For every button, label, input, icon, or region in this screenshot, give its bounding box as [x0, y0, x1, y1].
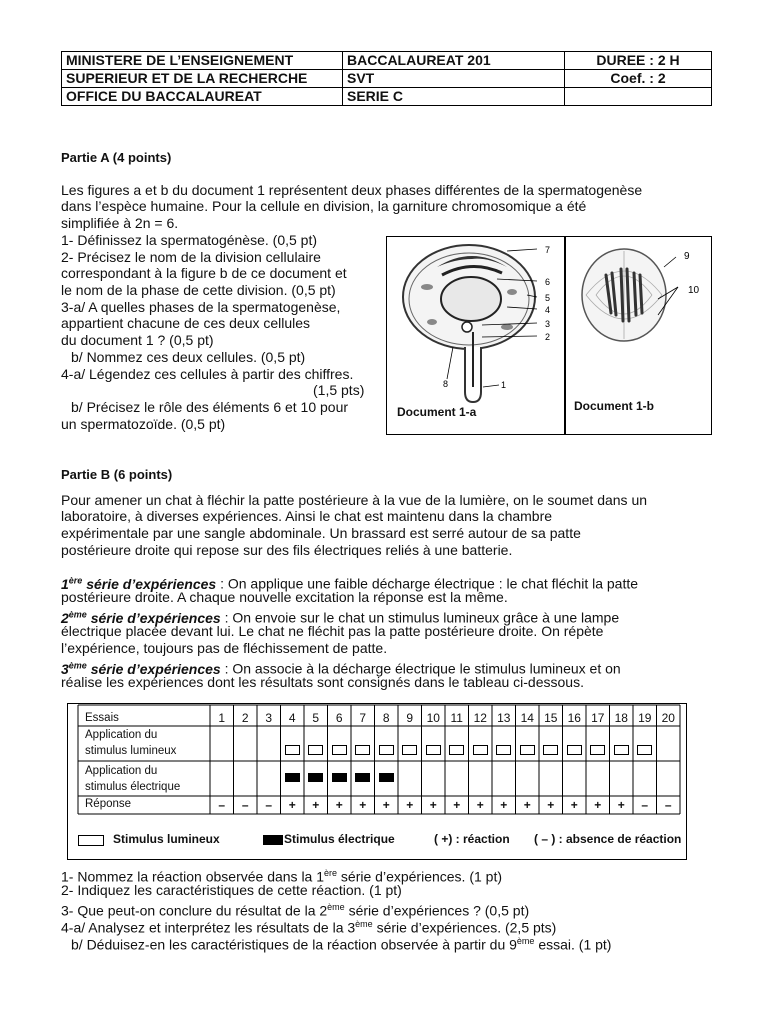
legend-lumineux: Stimulus lumineux — [113, 832, 220, 846]
trial-response: – — [218, 798, 226, 812]
partie-a-q4d: un spermatozoïde. (0,5 pt) — [61, 416, 226, 432]
trial-number: 14 — [520, 711, 534, 725]
header-ministry-1: MINISTERE DE L’ENSEIGNEMENT — [62, 52, 343, 70]
fig-b-label-9: 9 — [684, 251, 690, 262]
stimulus-lumineux-mark — [379, 745, 394, 755]
serie-3-sup: ème — [68, 660, 87, 670]
fig-a-label-2: 2 — [545, 332, 551, 342]
header-duration: DUREE : 2 H — [565, 52, 712, 70]
serie-1-text-2: postérieure droite. A chaque nouvelle excitation la réponse est la même. — [61, 589, 508, 605]
stimulus-lumineux-mark — [449, 745, 464, 755]
fig-a-label-5: 5 — [545, 293, 551, 303]
partie-a-q3b: appartient chacune de ces deux cellules — [61, 315, 311, 331]
question-4a-sup: ème — [355, 919, 373, 929]
results-table — [67, 703, 687, 860]
serie-2-sup: ème — [68, 609, 87, 619]
fig-a-label-4: 4 — [545, 305, 551, 315]
legend-plus: ( +) : réaction — [434, 832, 510, 846]
header-serie: SERIE C — [343, 88, 565, 106]
stimulus-lumineux-mark — [614, 745, 629, 755]
partie-a-q3d: b/ Nommez ces deux cellules. (0,5 pt) — [71, 349, 306, 365]
fig-a-label-3: 3 — [545, 319, 551, 329]
question-4b-b: essai. (1 pt) — [534, 936, 612, 953]
partie-a-q2c: le nom de la phase de cette division. (0,5 pt) — [61, 282, 336, 298]
legend-minus: ( – ) : absence de réaction — [534, 832, 682, 846]
trial-number: 2 — [241, 711, 249, 725]
stimulus-lumineux-mark — [473, 745, 488, 755]
trial-number: 6 — [335, 711, 343, 725]
question-3-a: 3- Que peut-on conclure du résultat de la 2 — [61, 902, 328, 919]
trial-number: 10 — [426, 711, 440, 725]
header-subject: SVT — [343, 70, 565, 88]
trial-response: + — [312, 798, 320, 812]
trial-number: 12 — [473, 711, 487, 725]
trial-response: + — [453, 798, 461, 812]
trial-number: 11 — [450, 711, 463, 725]
partie-b-p2: laboratoire, à diverses expériences. Ainsi le chat est maintenu dans la chambre — [61, 508, 553, 524]
fig-a-label-1: 1 — [501, 380, 507, 390]
question-4b-a: b/ Déduisez-en les caractéristiques de la réaction observée à partir du 9 — [71, 936, 517, 953]
trial-number: 3 — [265, 711, 273, 725]
partie-a-q4a: 4-a/ Légendez ces cellules à partir des chiffres. — [61, 366, 354, 382]
stimulus-lumineux-mark — [637, 745, 652, 755]
document-1b-label: Document 1-b — [574, 399, 655, 413]
serie-1-sup: ère — [68, 575, 83, 585]
row-label-essais: Essais — [85, 712, 119, 724]
partie-a-q2a: 2- Précisez le nom de la division cellulaire — [61, 249, 321, 265]
partie-a-intro-2: dans l’espèce humaine. Pour la cellule en division, la garniture chromosomique a été — [61, 198, 587, 214]
stimulus-lumineux-mark — [567, 745, 582, 755]
row-label-lumineux-2: stimulus lumineux — [85, 745, 177, 757]
serie-2-text: : On envoie sur le chat un stimulus lumineux grâce à une lampe — [220, 609, 620, 626]
trial-response: + — [359, 798, 367, 812]
trial-number: 19 — [638, 711, 652, 725]
stimulus-lumineux-mark — [332, 745, 347, 755]
partie-a-q1: 1- Définissez la spermatogénèse. (0,5 pt) — [61, 232, 318, 248]
serie-2-text-2: électrique placée devant lui. Le chat ne fléchit pas la patte postérieure droite. On répète — [61, 623, 604, 639]
legend-electrique: Stimulus électrique — [284, 832, 395, 846]
trial-number: 18 — [614, 711, 628, 725]
question-1-a: 1- Nommez la réaction observée dans la 1 — [61, 868, 325, 885]
question-3-b: série d’expériences ? (0,5 pt) — [344, 902, 530, 919]
stimulus-lumineux-mark — [285, 745, 300, 755]
fig-a-label-7: 7 — [545, 245, 551, 255]
document-1a-label: Document 1-a — [397, 405, 477, 419]
trial-response: + — [335, 798, 343, 812]
stimulus-lumineux-mark — [308, 745, 323, 755]
stimulus-lumineux-mark — [426, 745, 441, 755]
trial-response: – — [641, 798, 649, 812]
partie-b-title: Partie B (6 points) — [61, 467, 173, 482]
trial-number: 8 — [382, 711, 390, 725]
trial-response: + — [288, 798, 296, 812]
trial-response: + — [570, 798, 578, 812]
serie-1-num: 1 — [61, 575, 69, 592]
partie-a-intro-3: simplifiée à 2n = 6. — [61, 215, 179, 231]
trial-number: 7 — [359, 711, 367, 725]
serie-2-text-3: l’expérience, toujours pas de fléchissement de patte. — [61, 640, 388, 656]
partie-b-p3: expérimentale par une sangle abdominale. Un brassard est serré autour de sa patte — [61, 525, 581, 541]
question-4a-b: série d’expériences. (2,5 pts) — [372, 919, 557, 936]
stimulus-electrique-mark — [379, 773, 394, 782]
serie-2-title: série d’expériences — [86, 609, 221, 626]
partie-a-q4b: (1,5 pts) — [313, 382, 365, 398]
serie-3-title: série d’expériences — [86, 660, 221, 677]
stimulus-electrique-mark — [285, 773, 300, 782]
trial-number: 4 — [288, 711, 296, 725]
trial-response: + — [500, 798, 508, 812]
serie-2-num: 2 — [61, 609, 69, 626]
stimulus-lumineux-mark — [355, 745, 370, 755]
partie-a-intro-1: Les figures a et b du document 1 représentent deux phases différentes de la spermatogenèse — [61, 182, 643, 198]
question-4b-sup: ème — [516, 936, 535, 946]
partie-a-q3a: 3-a/ A quelles phases de la spermatogenèse, — [61, 299, 341, 315]
stimulus-lumineux-mark — [520, 745, 535, 755]
fig-b-label-10: 10 — [688, 285, 700, 296]
legend-lumineux-box — [78, 835, 104, 846]
header-office: OFFICE DU BACCALAUREAT — [62, 88, 343, 106]
trial-number: 9 — [406, 711, 414, 725]
trial-response: – — [241, 798, 249, 812]
trial-response: + — [476, 798, 484, 812]
stimulus-electrique-mark — [308, 773, 323, 782]
trial-response: + — [523, 798, 531, 812]
row-label-electrique-1: Application du — [85, 765, 158, 777]
serie-3-num: 3 — [61, 660, 69, 677]
trial-number: 20 — [661, 711, 675, 725]
header-empty — [565, 88, 712, 106]
fig-a-label-6: 6 — [545, 277, 551, 287]
partie-b-p1: Pour amener un chat à fléchir la patte postérieure à la vue de la lumière, on le soumet dans un — [61, 492, 648, 508]
trial-response: + — [429, 798, 437, 812]
trial-number: 15 — [544, 711, 558, 725]
row-label-lumineux-1: Application du — [85, 729, 158, 741]
row-label-electrique-2: stimulus électrique — [85, 781, 181, 793]
header-ministry-2: SUPERIEUR ET DE LA RECHERCHE — [62, 70, 343, 88]
trial-response: + — [617, 798, 625, 812]
question-1-b: série d’expériences. (1 pt) — [337, 868, 503, 885]
serie-3-text-2: réalise les expériences dont les résultats sont consignés dans le tableau ci-dessous. — [61, 674, 584, 690]
partie-a-q2b: correspondant à la figure b de ce document et — [61, 265, 347, 281]
fig-a-label-8: 8 — [443, 379, 449, 389]
trial-response: + — [406, 798, 414, 812]
exam-header — [61, 51, 712, 106]
question-4b — [71, 933, 611, 953]
trial-number: 17 — [591, 711, 605, 725]
stimulus-lumineux-mark — [402, 745, 417, 755]
trial-response: – — [265, 798, 273, 812]
header-exam: BACCALAUREAT 201 — [343, 52, 565, 70]
question-1-sup: ère — [324, 868, 338, 878]
stimulus-electrique-mark — [332, 773, 347, 782]
partie-b-p4: postérieure droite qui repose sur des fils électriques reliés à une batterie. — [61, 542, 513, 558]
stimulus-lumineux-mark — [496, 745, 511, 755]
trial-number: 5 — [312, 711, 320, 725]
trial-response: + — [594, 798, 602, 812]
legend-electrique-box — [263, 835, 283, 845]
header-coef: Coef. : 2 — [565, 70, 712, 88]
trial-response: – — [664, 798, 672, 812]
question-3-sup: ème — [327, 902, 345, 912]
trial-number: 16 — [567, 711, 581, 725]
trial-response: + — [382, 798, 390, 812]
partie-a-q3c: du document 1 ? (0,5 pt) — [61, 332, 214, 348]
row-label-reponse: Réponse — [85, 798, 132, 810]
stimulus-lumineux-mark — [590, 745, 605, 755]
trial-number: 1 — [218, 711, 226, 725]
partie-a-q4c: b/ Précisez le rôle des éléments 6 et 10 pour — [71, 399, 349, 415]
question-4a-a: 4-a/ Analysez et interprétez les résultats de la 3 — [61, 919, 356, 936]
serie-3-text: : On associe à la décharge électrique le stimulus lumineux et on — [220, 660, 621, 677]
trial-number: 13 — [497, 711, 511, 725]
serie-1-text: : On applique une faible décharge électrique : le chat fléchit la patte — [216, 575, 639, 592]
stimulus-electrique-mark — [355, 773, 370, 782]
serie-1-title: série d’expériences — [82, 575, 217, 592]
trial-response: + — [547, 798, 555, 812]
question-2: 2- Indiquez les caractéristiques de cette réaction. (1 pt) — [61, 882, 402, 898]
partie-a-title: Partie A (4 points) — [61, 150, 172, 165]
stimulus-lumineux-mark — [543, 745, 558, 755]
